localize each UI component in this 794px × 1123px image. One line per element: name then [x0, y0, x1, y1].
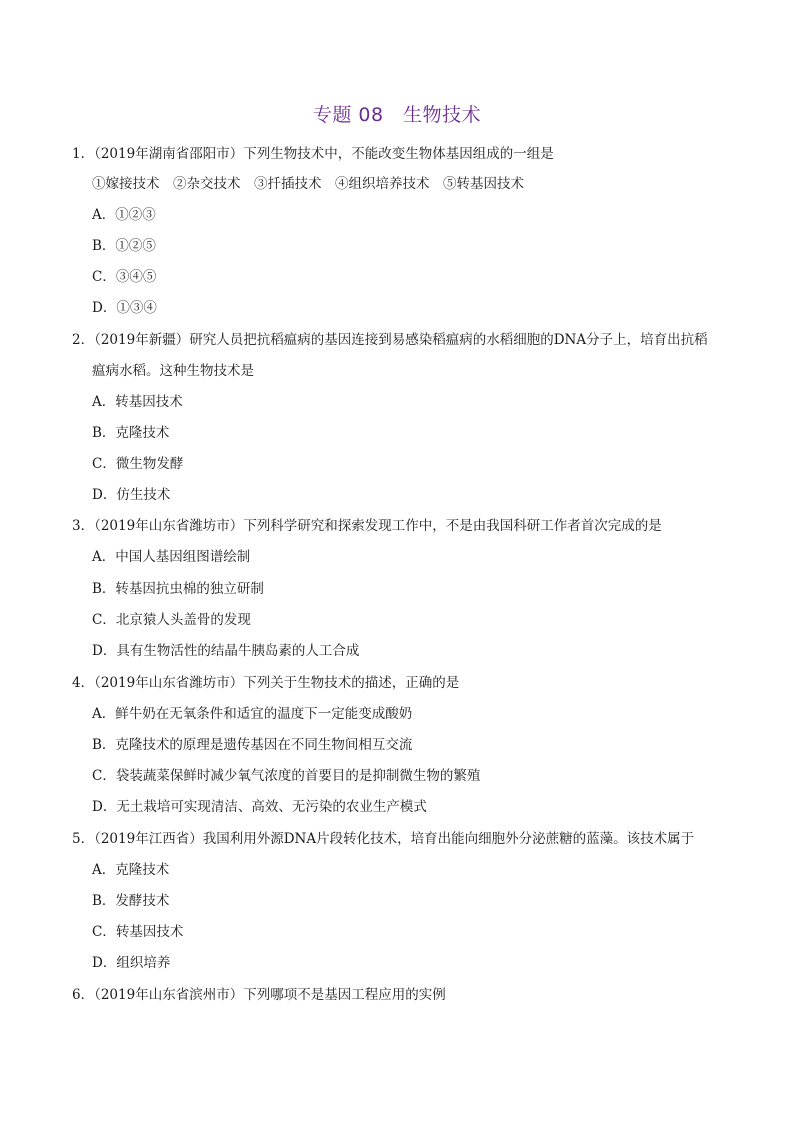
question-1-option-a: A．①②③ — [92, 207, 156, 223]
question-4-stem — [72, 673, 459, 693]
question-3-option-d: D．具有生物活性的结晶牛胰岛素的人工合成 — [92, 643, 360, 659]
question-5-option-c: C．转基因技术 — [92, 924, 184, 940]
question-1-items: ①嫁接技术 ②杂交技术 ③扦插技术 ④组织培养技术 ⑤转基因技术 — [92, 176, 524, 192]
question-4-option-b: B．克隆技术的原理是遗传基因在不同生物间相互交流 — [92, 737, 413, 753]
question-4-option-d: D．无土栽培可实现清洁、高效、无污染的农业生产模式 — [92, 799, 427, 815]
question-2-text: （2019年新疆）研究人员把抗稻瘟病的基因连接到易感染稻瘟病的水稻细胞的DNA分子上，培育出抗稻 — [94, 332, 708, 348]
question-4-number: 4． — [72, 675, 95, 691]
question-5-option-d: D．组织培养 — [92, 955, 171, 971]
question-5-option-a: A．克隆技术 — [92, 862, 170, 878]
question-2-option-d: D．仿生技术 — [92, 487, 171, 503]
question-2-option-a: A．转基因技术 — [92, 394, 183, 410]
question-5-stem — [72, 829, 694, 849]
question-1-stem — [72, 144, 554, 164]
question-1-option-d: D．①③④ — [92, 300, 157, 316]
question-3-option-c: C．北京猿人头盖骨的发现 — [92, 612, 251, 628]
question-4-option-a: A．鲜牛奶在无氧条件和适宜的温度下一定能变成酸奶 — [92, 706, 413, 722]
question-3-stem — [72, 516, 662, 536]
question-3-option-b: B．转基因抗虫棉的独立研制 — [92, 581, 264, 597]
question-6-number: 6． — [72, 987, 95, 1003]
question-1-option-c: C．③④⑤ — [92, 269, 157, 285]
question-3-text: （2019年山东省潍坊市）下列科学研究和探索发现工作中，不是由我国科研工作者首次完成的是 — [94, 518, 662, 534]
page-title: 专题 08 生物技术 — [312, 104, 482, 126]
question-2-option-c: C．微生物发酵 — [92, 456, 184, 472]
question-6-text: （2019年山东省滨州市）下列哪项不是基因工程应用的实例 — [94, 987, 446, 1003]
question-3-number: 3． — [72, 518, 95, 534]
question-1-option-b: B．①②⑤ — [92, 238, 156, 254]
question-1-text: （2019年湖南省邵阳市）下列生物技术中，不能改变生物体基因组成的一组是 — [94, 146, 554, 162]
question-5-option-b: B．发酵技术 — [92, 893, 170, 909]
question-1-number: 1． — [72, 146, 95, 162]
question-4-option-c: C．袋装蔬菜保鲜时减少氧气浓度的首要目的是抑制微生物的繁殖 — [92, 768, 481, 784]
question-3-option-a: A．中国人基因组图谱绘制 — [92, 549, 251, 565]
question-6-stem — [72, 985, 446, 1005]
question-2-stem — [72, 330, 708, 350]
question-2-continuation: 瘟病水稻。这种生物技术是 — [92, 363, 254, 379]
question-5-text: （2019年江西省）我国利用外源DNA片段转化技术，培育出能向细胞外分泌蔗糖的蓝藻。该技术属于 — [94, 831, 695, 847]
question-4-text: （2019年山东省潍坊市）下列关于生物技术的描述，正确的是 — [94, 675, 460, 691]
question-2-number: 2． — [72, 332, 95, 348]
question-5-number: 5． — [72, 831, 95, 847]
question-2-option-b: B．克隆技术 — [92, 425, 170, 441]
